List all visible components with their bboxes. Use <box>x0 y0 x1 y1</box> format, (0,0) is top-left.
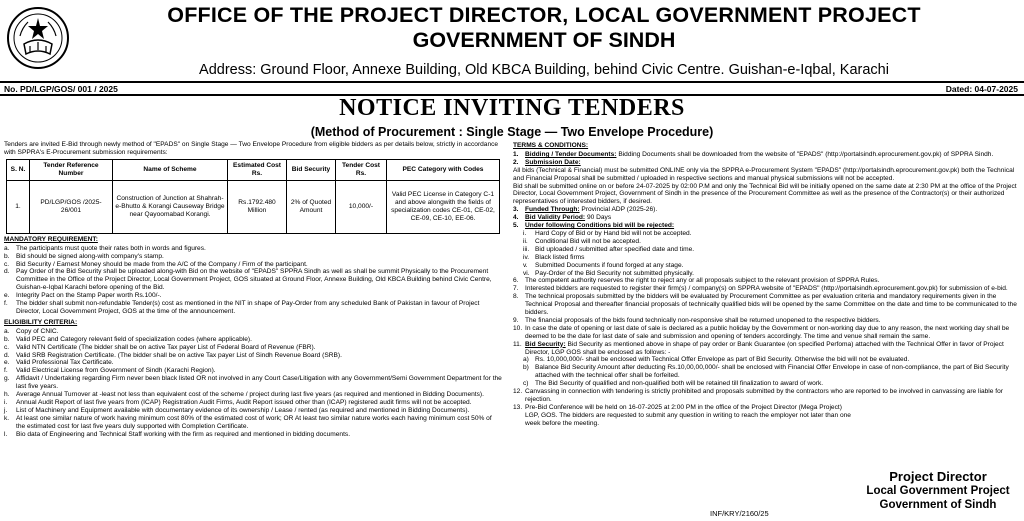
list-item-number: j. <box>4 406 8 414</box>
list-item-number: c. <box>4 343 10 351</box>
list-item-text: Average Annual Turnover at -least not less than equivalent cost of the scheme / project during last five years (as required and mentioned in Bidding Documents). <box>16 391 484 399</box>
list-item-number: iv. <box>523 253 530 261</box>
office-address: Address: Ground Floor, Annexe Building, Old KBCA Building, behind Civic Centre. Guishan-e-Iqbal, Karachi <box>199 62 889 78</box>
list-item <box>4 253 502 261</box>
list-item-text: The Bid Security of qualified and non-qualified both will be retained till finalization to award of work. <box>535 380 824 388</box>
notice-title: NOTICE INVITING TENDERS <box>339 95 685 121</box>
term-4-text: 90 Days <box>586 214 612 222</box>
list-item <box>4 245 502 253</box>
term-5-label: Under following Conditions bid will be rejected: <box>525 222 675 230</box>
col-header-tender-cost: Tender Cost Rs. <box>336 159 387 180</box>
term-1: 1. Bidding / Tender Documents: Bidding Documents shall be downloaded from the website of "EPADS" (http://portalsindh.eprocurement.gov.pk) of SPPRA Sindh. <box>513 150 994 158</box>
list-item-number: a) <box>523 356 529 364</box>
eligibility-heading: ELIGIBILITY CRITERIA: <box>4 318 78 326</box>
list-item-number: ii. <box>523 237 528 245</box>
term-13: 13. Pre-Bid Conference will be held on 16-07-2025 at 2:00 PM in the office of the Project Director (Mega Project) LGP, GOS. The bidders are requested to submit any question in writing to reach the employer not later than one week before the meeting. <box>513 403 851 427</box>
intro-text: Tenders are invited E-Bid through newly method of "EPADS" on Single Stage — Two Envelope Procedure from eligible bidders as per details below, strictly in accordance with SPPRA's E-Procurement submission requirements: <box>4 141 499 156</box>
term-8: 8. The technical proposals submitted by the bidders will be evaluated by Procurement Committee as per evaluation criteria and mandatory requirements given in the Technical Proposal and thereafter financial proposals of technically qualified bids will be opened by the same Committee on the date and time to be communicated to the bidders. <box>513 293 1017 317</box>
issue-date: Dated: 04-07-2025 <box>945 84 1018 94</box>
table-row <box>7 180 500 233</box>
rejection-list <box>513 230 1018 277</box>
term-5: 5. Under following Conditions bid will be rejected: <box>513 222 675 230</box>
list-item <box>4 344 502 352</box>
list-item <box>523 270 1018 278</box>
list-item-number: d. <box>4 351 10 359</box>
cell-cost: Rs.1792.480 Million <box>228 180 287 233</box>
list-item <box>523 364 1018 380</box>
list-item-number: k. <box>4 414 10 422</box>
list-item-number: i. <box>523 229 527 237</box>
list-item <box>4 292 502 300</box>
term-6: 6. The competent authority reserves the right to reject any or all proposals subject to the relevant provision of SPPRA Rules. <box>513 277 880 285</box>
term-4: 4. Bid Validity Period: 90 Days <box>513 214 612 222</box>
term-11: 11. Bid Security: Bid Security as mentioned above in shape of pay order or Bank Guarantee (on specified Perfoma) attached with the Technical Offer in favor of Project Director, LGP GOS shall be enclosed as follows: - <box>513 340 1004 356</box>
list-item <box>523 238 1018 246</box>
list-item-text: Valid SRB Registration Certificate. (The bidder shall be on active Tax payer List of Sindh Revenue Board (SRB). <box>16 351 342 359</box>
list-item <box>4 407 502 415</box>
list-item <box>523 254 1018 262</box>
col-header-cost: Estimated Cost Rs. <box>228 159 287 180</box>
list-item <box>4 268 502 292</box>
list-item-text: Submitted Documents if found forged at any stage. <box>535 261 684 269</box>
term-1-text: Bidding Documents shall be downloaded from the website of "EPADS" (http://portalsindh.eprocurement.gov.pk) of SPPRA Sindh. <box>618 150 994 158</box>
list-item-text: Rs. 10,000,000/- shall be enclosed with Technical Offer Envelope as part of Bid Security. Otherwise the bid will not be evaluated. <box>535 356 910 364</box>
list-item-text: List of Machinery and Equipment available with documentary evidence of its ownership / Lease / rented (as required and mentioned in Bidding Documents). <box>16 406 470 414</box>
term-9: 9. The financial proposals of the bids found technically non-responsive shall be returned unopened to the respective bidders. <box>513 316 881 324</box>
list-item-number: a. <box>4 244 10 252</box>
term-11-label: Bid Security: <box>525 340 566 348</box>
list-item-text: Bio data of Engineering and Technical Staff working with the firm as required and mentioned in bidding documents. <box>16 430 351 438</box>
list-item <box>4 399 502 407</box>
list-item-number: h. <box>4 391 10 399</box>
list-item <box>4 300 502 316</box>
terms-heading: TERMS & CONDITIONS: <box>513 142 589 149</box>
sindh-government-seal-icon <box>6 6 70 70</box>
list-item-text: The bidder shall submit non-refundable Tender(s) cost as mentioned in the NIT in shape of Pay-Order from any scheduled Bank of Pakistan in favour of Project Director, Local Government Project, GOS at the time of the announcement. <box>16 300 480 315</box>
list-item-number: l. <box>4 430 8 438</box>
cell-sn: 1. <box>7 180 30 233</box>
header <box>0 0 1024 94</box>
bid-security-list <box>513 356 1018 388</box>
col-header-pec: PEC Category with Codes <box>387 159 500 180</box>
list-item <box>4 328 502 336</box>
header-divider-top <box>0 81 1024 83</box>
list-item <box>523 230 1018 238</box>
list-item-text: Balance Bid Security Amount after deducting Rs.10,00,00,000/- shall be enclosed with Financial Offer Envelope in case of non-compliance, the part of Bid Security attached with the technical offer shall be forfeited. <box>535 364 1009 380</box>
list-item-number: b) <box>523 364 529 372</box>
term-12: 12. Canvassing in connection with tendering is strictly prohibited and proposals submitted by the contractors who are reported to be involved in canvassing are liable for rejection. <box>513 388 1003 403</box>
list-item-text: Conditional Bid will not be accepted. <box>535 237 641 245</box>
tender-table <box>6 159 500 234</box>
list-item <box>4 391 502 399</box>
term-1-label: Bidding / Tender Documents: <box>525 150 617 158</box>
mandatory-list <box>4 245 502 316</box>
list-item-text: Valid PEC and Category relevant field of specialization codes (where applicable). <box>16 335 252 343</box>
list-item-number: f. <box>4 367 8 375</box>
col-header-security: Bid Security <box>287 159 336 180</box>
signature-block <box>858 469 1018 512</box>
list-item-number: b. <box>4 252 10 260</box>
government-title: GOVERNMENT OF SINDH <box>412 28 676 52</box>
list-item-text: Black listed firms <box>535 253 585 261</box>
list-item-text: Pay-Order of the Bid Security not submitted physically. <box>535 269 694 277</box>
procurement-method: (Method of Procurement : Single Stage — Two Envelope Procedure) <box>310 125 714 139</box>
list-item-number: a. <box>4 327 10 335</box>
list-item <box>4 431 502 439</box>
list-item-number: vi. <box>523 269 530 277</box>
list-item-number: c. <box>4 260 10 268</box>
list-item <box>4 367 502 375</box>
col-header-sn: S. N. <box>7 159 30 180</box>
term-2-text: All bids (Technical & Financial) must be submitted ONLINE only via the SPPRA e-Procurement System "EPADS" (http://portalsindh.eprocurement.gov.pk) both the Technical and Financial Proposal shall be submitted / uploaded in respective sections and manual physical submissions will not be accepted. <box>513 166 1015 182</box>
list-item-text: At least one similar nature of work having minimum cost 80% of the estimated cost of work; OR At least two similar nature works each having minimum cost 50% of the estimated cost for last five years duly supported with Completion Certificate. <box>16 414 492 430</box>
inf-reference: INF/KRY/2160/25 <box>710 509 769 518</box>
cell-reference: PD/LGP/GOS /2025-26/001 <box>30 180 113 233</box>
list-item-text: The participants must quote their rates both in words and figures. <box>16 244 206 252</box>
list-item-text: Bid should be signed along-with company's stamp. <box>16 252 164 260</box>
term-3-label: Funded Through: <box>525 206 580 214</box>
left-column <box>4 141 502 438</box>
list-item-text: Valid Electrical License from Government of Sindh (Karachi Region). <box>16 367 216 375</box>
list-item <box>4 375 502 391</box>
cell-tender-cost: 10,000/- <box>336 180 387 233</box>
term-2-label: Submission Date: <box>525 158 581 166</box>
list-item <box>523 356 1018 364</box>
cell-pec: Valid PEC License in Category C-1 and above alongwith the fields of specialization codes CE-01, CE-02, CE-09, CE-10, EE-06. <box>387 180 500 233</box>
list-item-number: b. <box>4 335 10 343</box>
term-7: 7. Interested bidders are requested to register their firm(s) / company(s) on SPPRA website of "EPADS" (http://portalsindh.eprocurement.gov.pk) for submission of e-bid. <box>513 285 1008 293</box>
list-item <box>4 352 502 360</box>
table-header-row <box>7 159 500 180</box>
list-item-number: i. <box>4 398 8 406</box>
list-item-text: Integrity Pact on the Stamp Paper worth Rs.100/-. <box>16 292 162 300</box>
list-item-text: Affidavit / Undertaking regarding Firm never been black listed OR not involved in any Court Case/Litigation with any Government/Semi Government Department for the last five years. <box>16 375 502 391</box>
list-item <box>4 415 502 431</box>
list-item-text: Annual Audit Report of last five years from (ICAP) Registration Audit Firms, Audit Report issued other than (ICAP) registered audit firms will not be accepted. <box>16 398 472 406</box>
list-item <box>523 380 1018 388</box>
signatory-office: Local Government Project <box>866 485 1010 497</box>
signatory-government: Government of Sindh <box>879 499 997 511</box>
list-item-number: c) <box>523 380 529 388</box>
mandatory-heading: MANDATORY REQUIREMENT: <box>4 235 98 243</box>
list-item-text: Pay Order of the Bid Security shall be uploaded along-with Bid on the website of "EPADS" SPPRA Sindh as well as shall be summit Physically to the Procurement Committee in the Office of the Project Director, Local Government Project, GOS situated at Ground Floor, Annexe Building, Old KBCA Building behind Civic Centre, Guishan-e-Iqbal Karachi before opening of the Bid. <box>16 268 492 292</box>
list-item-text: Hard Copy of Bid or by Hand bid will not be accepted. <box>535 229 692 237</box>
list-item-number: e. <box>4 292 10 300</box>
list-item-number: v. <box>523 261 528 269</box>
list-item-number: iii. <box>523 245 530 253</box>
list-item-number: d. <box>4 268 10 276</box>
term-3: 3. Funded Through: Provincial ADP (2025-26). <box>513 206 658 214</box>
col-header-scheme: Name of Scheme <box>113 159 228 180</box>
list-item-text: Valid Professional Tax Certificate. <box>16 359 114 367</box>
list-item-text: Bid uploaded / submitted after specified date and time. <box>535 245 695 253</box>
list-item-text: Valid NTN Certificate (The bidder shall be on active Tax payer List of Federal Board of Revenue (FBR). <box>16 343 316 351</box>
reference-number: No. PD/LGP/GOS/ 001 / 2025 <box>4 84 118 94</box>
term-2-text-2: Bid shall be submitted online on or before 24-07-2025 by 02:00 P.M and only the Technical Bid will be initially opened on the same date at 2:30 PM at the office of the Project Director, Local Government Project, Government of Sindh in the presence of the Procurement Committee as well as the presence of the Contractor(s) or their authorized representatives of interested bidders, if desired. <box>513 182 1017 206</box>
list-item <box>523 262 1018 270</box>
office-title: OFFICE OF THE PROJECT DIRECTOR, LOCAL GOVERNMENT PROJECT <box>167 3 921 27</box>
list-item <box>4 261 502 269</box>
cell-scheme: Construction of Junction at Shahrah-e-Bhutto & Korangi Causeway Bridge near Qayoomabad Korangi. <box>113 180 228 233</box>
signatory-title: Project Director <box>889 469 987 484</box>
list-item-number: g. <box>4 375 10 383</box>
right-column <box>513 141 1018 428</box>
term-3-text: Provincial ADP (2025-26). <box>581 206 658 214</box>
term-10: 10. In case the date of opening or last date of sale is declared as a public holiday by the Government or non-working day due to any reason, the next working day shall be deemed to be the date for last date of sale and submission and opening of tenders accordingly. The time and venue shall remain the same. <box>513 324 1010 340</box>
term-11-text: Bid Security as mentioned above in shape of pay order or Bank Guarantee (on specified Perfoma) attached with the Technical Offer in favor of Project Director, LGP GOS shall be enclosed as follows: - <box>525 340 1004 356</box>
list-item <box>4 336 502 344</box>
term-2: 2. Submission Date: <box>513 158 581 166</box>
cell-security: 2% of Quoted Amount <box>287 180 336 233</box>
col-header-reference: Tender Reference Number <box>30 159 113 180</box>
list-item-text: Copy of CNIC. <box>16 327 59 335</box>
list-item-number: e. <box>4 359 10 367</box>
list-item-text: Bid Security / Earnest Money should be made from the A/C of the Company / Firm of the participant. <box>16 260 308 268</box>
list-item <box>4 359 502 367</box>
term-4-label: Bid Validity Period: <box>525 214 586 222</box>
eligibility-list <box>4 328 502 439</box>
list-item-number: f. <box>4 300 8 308</box>
list-item <box>523 246 1018 254</box>
